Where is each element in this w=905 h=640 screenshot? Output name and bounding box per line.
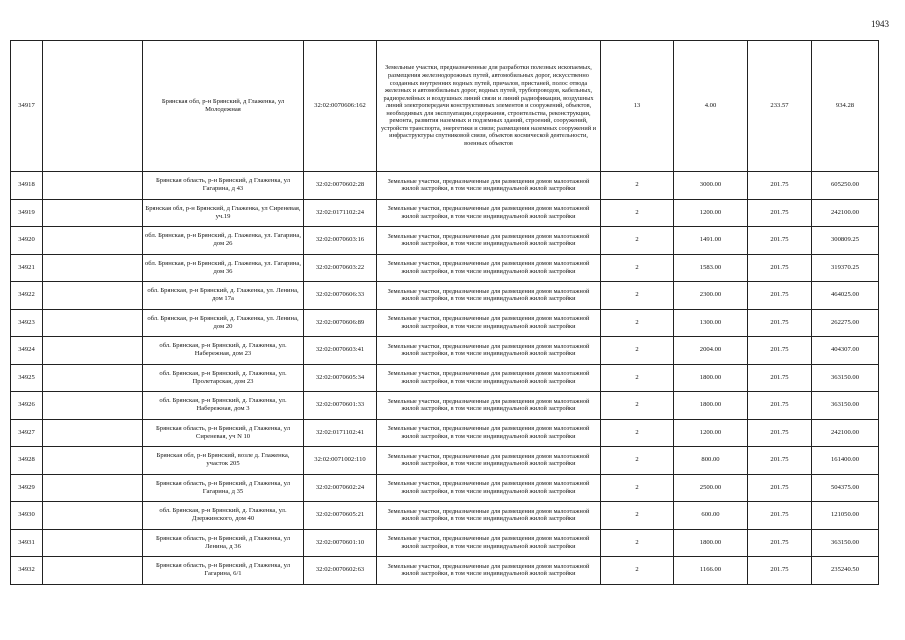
cadastral-registry-table <box>10 40 879 585</box>
table-row <box>11 199 879 227</box>
address-cell: обл. Брянская, р-н Брянский, д. Глаженка, ул. Ленина, дом 20 <box>143 309 304 337</box>
area-cell: 1800.00 <box>674 364 748 392</box>
specific-value-cell: 201.75 <box>748 529 812 557</box>
row-number-cell: 34932 <box>11 557 43 585</box>
cadastral-number-cell: 32:02:0070605:34 <box>304 364 377 392</box>
specific-value-cell: 201.75 <box>748 447 812 475</box>
use-group-cell: 2 <box>601 364 674 392</box>
table-body <box>11 41 879 585</box>
row-number-cell: 34927 <box>11 419 43 447</box>
area-cell: 1583.00 <box>674 254 748 282</box>
land-use-purpose-cell: Земельные участки, предназначенные для размещения домов малоэтажной жилой застройки, в том числе индивидуальной жилой застройки <box>377 199 601 227</box>
table-row <box>11 447 879 475</box>
empty-cell <box>43 419 143 447</box>
empty-cell <box>43 529 143 557</box>
cadastral-number-cell: 32:02:0070606:33 <box>304 282 377 310</box>
page-number: 1943 <box>871 19 889 29</box>
row-number-cell: 34924 <box>11 337 43 365</box>
cadastral-number-cell: 32:02:0070606:162 <box>304 41 377 172</box>
specific-value-cell: 201.75 <box>748 309 812 337</box>
empty-cell <box>43 502 143 530</box>
table-row <box>11 529 879 557</box>
specific-value-cell: 201.75 <box>748 282 812 310</box>
cadastral-number-cell: 32:02:0070602:28 <box>304 172 377 200</box>
address-cell: Брянская область, р-н Брянский, д Глаженка, ул Сиреневая, уч N 10 <box>143 419 304 447</box>
use-group-cell: 2 <box>601 337 674 365</box>
land-use-purpose-cell: Земельные участки, предназначенные для разработки полезных ископаемых, размещения железнодорожных путей, автомобильных дорог, искусственно созданных внутренних водных путей, причалов, пристаней, полос отвода железных и автомобильных дорог, водных путей, трубопроводов, кабельных, радиорелейных и воздушных линий связи и линий радиофикации, воздушных линий электропередачи конструктивных элементов и сооружений, объектов, необходимых для эксплуатации,содержания, строительства, реконструкции, ремонта, развития наземных и подземных зданий, строений, сооружений, устройств транспорта, энергетики и связи; размещения наземных сооружений и инфраструктуры спутниковой связи, объектов космической деятельности, военных объектов <box>377 41 601 172</box>
table-row <box>11 282 879 310</box>
empty-cell <box>43 199 143 227</box>
cadastral-number-cell: 32:02:0171102:24 <box>304 199 377 227</box>
use-group-cell: 2 <box>601 282 674 310</box>
cadastral-cost-cell: 161400.00 <box>812 447 879 475</box>
address-cell: Брянская область, р-н Брянский, д Глаженка, ул Гагарина, д 43 <box>143 172 304 200</box>
land-use-purpose-cell: Земельные участки, предназначенные для размещения домов малоэтажной жилой застройки, в том числе индивидуальной жилой застройки <box>377 502 601 530</box>
cadastral-cost-cell: 464025.00 <box>812 282 879 310</box>
row-number-cell: 34926 <box>11 392 43 420</box>
land-use-purpose-cell: Земельные участки, предназначенные для размещения домов малоэтажной жилой застройки, в том числе индивидуальной жилой застройки <box>377 282 601 310</box>
cadastral-number-cell: 32:02:0070601:33 <box>304 392 377 420</box>
specific-value-cell: 201.75 <box>748 557 812 585</box>
land-use-purpose-cell: Земельные участки, предназначенные для размещения домов малоэтажной жилой застройки, в том числе индивидуальной жилой застройки <box>377 529 601 557</box>
cadastral-number-cell: 32:02:0070603:41 <box>304 337 377 365</box>
cadastral-number-cell: 32:02:0070601:10 <box>304 529 377 557</box>
use-group-cell: 2 <box>601 199 674 227</box>
empty-cell <box>43 227 143 255</box>
use-group-cell: 2 <box>601 529 674 557</box>
empty-cell <box>43 474 143 502</box>
row-number-cell: 34917 <box>11 41 43 172</box>
land-use-purpose-cell: Земельные участки, предназначенные для размещения домов малоэтажной жилой застройки, в том числе индивидуальной жилой застройки <box>377 364 601 392</box>
table-row <box>11 254 879 282</box>
land-use-purpose-cell: Земельные участки, предназначенные для размещения домов малоэтажной жилой застройки, в том числе индивидуальной жилой застройки <box>377 309 601 337</box>
empty-cell <box>43 254 143 282</box>
specific-value-cell: 201.75 <box>748 199 812 227</box>
land-use-purpose-cell: Земельные участки, предназначенные для размещения домов малоэтажной жилой застройки, в том числе индивидуальной жилой застройки <box>377 419 601 447</box>
specific-value-cell: 201.75 <box>748 502 812 530</box>
cadastral-number-cell: 32:02:0071002:110 <box>304 447 377 475</box>
use-group-cell: 2 <box>601 172 674 200</box>
area-cell: 1166.00 <box>674 557 748 585</box>
specific-value-cell: 201.75 <box>748 337 812 365</box>
area-cell: 600.00 <box>674 502 748 530</box>
land-use-purpose-cell: Земельные участки, предназначенные для размещения домов малоэтажной жилой застройки, в том числе индивидуальной жилой застройки <box>377 227 601 255</box>
cadastral-cost-cell: 242100.00 <box>812 199 879 227</box>
area-cell: 2300.00 <box>674 282 748 310</box>
use-group-cell: 2 <box>601 447 674 475</box>
row-number-cell: 34925 <box>11 364 43 392</box>
cadastral-number-cell: 32:02:0070603:16 <box>304 227 377 255</box>
address-cell: Брянская обл, р-н Брянский, возле д. Глаженка, участок 205 <box>143 447 304 475</box>
row-number-cell: 34921 <box>11 254 43 282</box>
empty-cell <box>43 309 143 337</box>
use-group-cell: 2 <box>601 254 674 282</box>
use-group-cell: 2 <box>601 227 674 255</box>
cadastral-cost-cell: 242100.00 <box>812 419 879 447</box>
empty-cell <box>43 447 143 475</box>
specific-value-cell: 201.75 <box>748 254 812 282</box>
row-number-cell: 34928 <box>11 447 43 475</box>
address-cell: обл. Брянская, р-н Брянский, д. Глаженка, ул. Гагарина, дом 26 <box>143 227 304 255</box>
area-cell: 2500.00 <box>674 474 748 502</box>
row-number-cell: 34930 <box>11 502 43 530</box>
cadastral-cost-cell: 934.28 <box>812 41 879 172</box>
area-cell: 4.00 <box>674 41 748 172</box>
table-row <box>11 364 879 392</box>
area-cell: 1491.00 <box>674 227 748 255</box>
cadastral-cost-cell: 363150.00 <box>812 364 879 392</box>
empty-cell <box>43 282 143 310</box>
cadastral-number-cell: 32:02:0070603:22 <box>304 254 377 282</box>
table-row <box>11 337 879 365</box>
cadastral-cost-cell: 300809.25 <box>812 227 879 255</box>
row-number-cell: 34919 <box>11 199 43 227</box>
row-number-cell: 34918 <box>11 172 43 200</box>
use-group-cell: 2 <box>601 419 674 447</box>
cadastral-cost-cell: 404307.00 <box>812 337 879 365</box>
table-row <box>11 392 879 420</box>
cadastral-cost-cell: 363150.00 <box>812 392 879 420</box>
address-cell: Брянская обл, р-н Брянский, д Глаженка, ул Сиреневая, уч.19 <box>143 199 304 227</box>
empty-cell <box>43 337 143 365</box>
address-cell: Брянская область, р-н Брянский, д Глаженка, ул Ленина, д 36 <box>143 529 304 557</box>
area-cell: 1300.00 <box>674 309 748 337</box>
specific-value-cell: 201.75 <box>748 227 812 255</box>
use-group-cell: 2 <box>601 557 674 585</box>
cadastral-number-cell: 32:02:0070606:89 <box>304 309 377 337</box>
cadastral-number-cell: 32:02:0171102:41 <box>304 419 377 447</box>
land-use-purpose-cell: Земельные участки, предназначенные для размещения домов малоэтажной жилой застройки, в том числе индивидуальной жилой застройки <box>377 254 601 282</box>
use-group-cell: 2 <box>601 392 674 420</box>
empty-cell <box>43 364 143 392</box>
table-row <box>11 172 879 200</box>
specific-value-cell: 201.75 <box>748 419 812 447</box>
row-number-cell: 34929 <box>11 474 43 502</box>
specific-value-cell: 201.75 <box>748 474 812 502</box>
table-row <box>11 502 879 530</box>
cadastral-number-cell: 32:02:0070602:63 <box>304 557 377 585</box>
land-use-purpose-cell: Земельные участки, предназначенные для размещения домов малоэтажной жилой застройки, в том числе индивидуальной жилой застройки <box>377 447 601 475</box>
area-cell: 1800.00 <box>674 392 748 420</box>
cadastral-cost-cell: 262275.00 <box>812 309 879 337</box>
use-group-cell: 13 <box>601 41 674 172</box>
row-number-cell: 34923 <box>11 309 43 337</box>
cadastral-cost-cell: 363150.00 <box>812 529 879 557</box>
address-cell: Брянская обл, р-н Брянский, д Глаженка, ул Молодежная <box>143 41 304 172</box>
table-row <box>11 41 879 172</box>
address-cell: Брянская область, р-н Брянский, д Глаженка, ул Гагарина, д 35 <box>143 474 304 502</box>
cadastral-cost-cell: 121050.00 <box>812 502 879 530</box>
address-cell: обл. Брянская, р-н Брянский, д. Глаженка, ул. Ленина, дом 17а <box>143 282 304 310</box>
address-cell: обл. Брянская, р-н Брянский, д. Глаженка, ул. Дзержинского, дом 40 <box>143 502 304 530</box>
area-cell: 3000.00 <box>674 172 748 200</box>
cadastral-cost-cell: 235240.50 <box>812 557 879 585</box>
table-row <box>11 309 879 337</box>
cadastral-cost-cell: 319370.25 <box>812 254 879 282</box>
land-use-purpose-cell: Земельные участки, предназначенные для размещения домов малоэтажной жилой застройки, в том числе индивидуальной жилой застройки <box>377 172 601 200</box>
area-cell: 1200.00 <box>674 419 748 447</box>
address-cell: Брянская область, р-н Брянский, д Глаженка, ул Гагарина, 6/1 <box>143 557 304 585</box>
use-group-cell: 2 <box>601 309 674 337</box>
address-cell: обл. Брянская, р-н Брянский, д. Глаженка, ул. Набережная, дом 23 <box>143 337 304 365</box>
row-number-cell: 34931 <box>11 529 43 557</box>
address-cell: обл. Брянская, р-н Брянский, д. Глаженка, ул. Пролетарская, дом 23 <box>143 364 304 392</box>
specific-value-cell: 201.75 <box>748 172 812 200</box>
table-row <box>11 474 879 502</box>
land-use-purpose-cell: Земельные участки, предназначенные для размещения домов малоэтажной жилой застройки, в том числе индивидуальной жилой застройки <box>377 474 601 502</box>
table-row <box>11 227 879 255</box>
row-number-cell: 34922 <box>11 282 43 310</box>
specific-value-cell: 233.57 <box>748 41 812 172</box>
table-row <box>11 419 879 447</box>
cadastral-cost-cell: 504375.00 <box>812 474 879 502</box>
area-cell: 1200.00 <box>674 199 748 227</box>
area-cell: 1800.00 <box>674 529 748 557</box>
row-number-cell: 34920 <box>11 227 43 255</box>
cadastral-cost-cell: 605250.00 <box>812 172 879 200</box>
land-use-purpose-cell: Земельные участки, предназначенные для размещения домов малоэтажной жилой застройки, в том числе индивидуальной жилой застройки <box>377 392 601 420</box>
use-group-cell: 2 <box>601 474 674 502</box>
empty-cell <box>43 41 143 172</box>
empty-cell <box>43 557 143 585</box>
empty-cell <box>43 172 143 200</box>
cadastral-number-cell: 32:02:0070605:21 <box>304 502 377 530</box>
specific-value-cell: 201.75 <box>748 364 812 392</box>
land-use-purpose-cell: Земельные участки, предназначенные для размещения домов малоэтажной жилой застройки, в том числе индивидуальной жилой застройки <box>377 557 601 585</box>
table-row <box>11 557 879 585</box>
area-cell: 2004.00 <box>674 337 748 365</box>
empty-cell <box>43 392 143 420</box>
use-group-cell: 2 <box>601 502 674 530</box>
address-cell: обл. Брянская, р-н Брянский, д. Глаженка, ул. Гагарина, дом 36 <box>143 254 304 282</box>
cadastral-number-cell: 32:02:0070602:24 <box>304 474 377 502</box>
area-cell: 800.00 <box>674 447 748 475</box>
address-cell: обл. Брянская, р-н Брянский, д. Глаженка, ул. Набережная, дом 3 <box>143 392 304 420</box>
specific-value-cell: 201.75 <box>748 392 812 420</box>
land-use-purpose-cell: Земельные участки, предназначенные для размещения домов малоэтажной жилой застройки, в том числе индивидуальной жилой застройки <box>377 337 601 365</box>
